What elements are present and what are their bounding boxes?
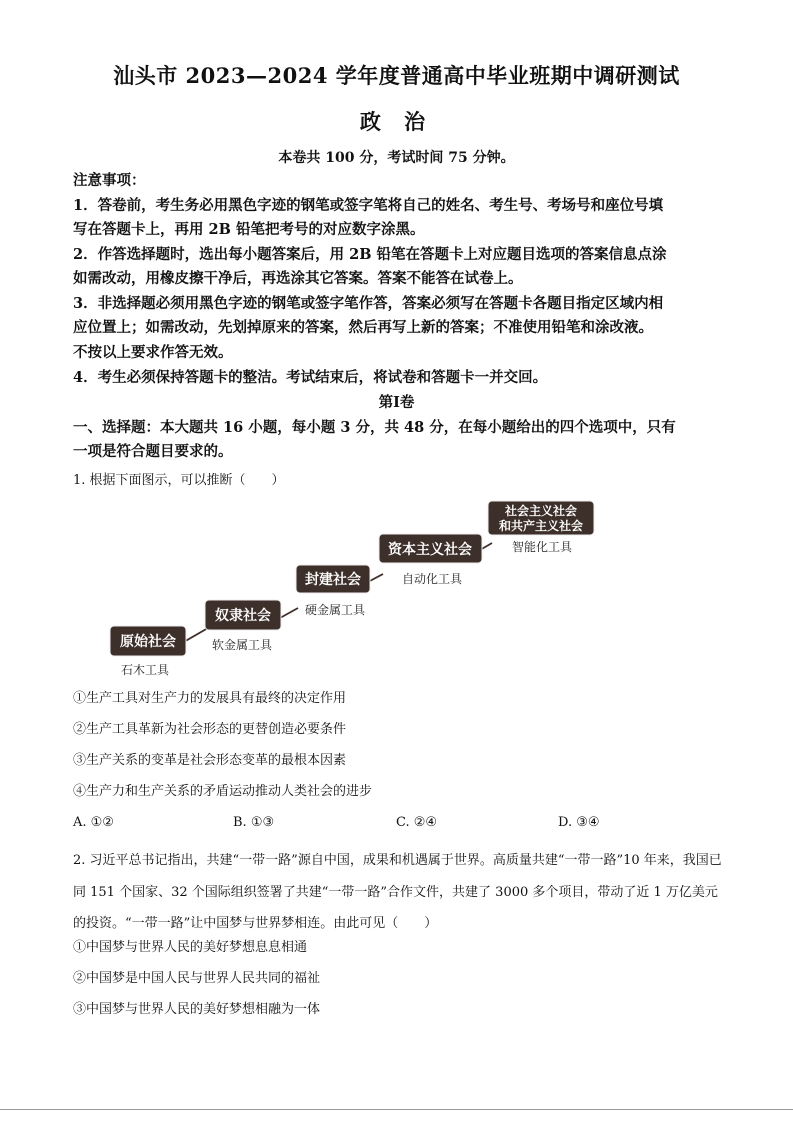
notice-line: 3．非选择题必须用黑色字迹的钢笔或签字笔作答，答案必须写在答题卡各题目指定区域内相 bbox=[73, 295, 664, 312]
society-label: 奴隶社会 bbox=[215, 608, 271, 624]
section-instruction: 一、选择题：本大题共 16 小题，每小题 3 分，共 48 分，在每小题给出的四个选项中，只有 bbox=[73, 419, 676, 436]
notice-line: 应位置上；如需改动，先划掉原来的答案，然后再写上新的答案；不准使用铅笔和涂改液。 bbox=[73, 319, 653, 336]
notice-line: 4．考生必须保持答题卡的整洁。考试结束后，将试卷和答题卡一并交回。 bbox=[73, 369, 548, 386]
tool-label: 硬金属工具 bbox=[304, 603, 366, 617]
statement: ③生产关系的变革是社会形态变革的最根本因素 bbox=[73, 753, 347, 768]
society-label: 资本主义社会 bbox=[388, 542, 472, 558]
stage-socialist bbox=[488, 501, 594, 554]
option-a: A. ①② bbox=[73, 815, 114, 830]
society-label: 社会主义社会 bbox=[504, 504, 578, 518]
notice-line: 写在答题卡上，再用 2B 铅笔把考号的对应数字涂黑。 bbox=[73, 221, 425, 238]
statement: ③中国梦与世界人民的美好梦想相融为一体 bbox=[73, 1002, 321, 1017]
tool-label: 软金属工具 bbox=[211, 638, 273, 652]
exam-info: 本卷共 100 分，考试时间 75 分钟。 bbox=[278, 150, 515, 166]
society-label: 原始社会 bbox=[120, 634, 176, 650]
stage-primitive bbox=[110, 626, 186, 677]
stage-capitalist bbox=[379, 534, 482, 586]
tool-label: 石木工具 bbox=[120, 663, 170, 677]
statement: ①生产工具对生产力的发展具有最终的决定作用 bbox=[73, 691, 347, 706]
option-b: B. ①③ bbox=[233, 815, 275, 830]
section-instruction: 一项是符合题目要求的。 bbox=[73, 443, 233, 460]
tool-label: 智能化工具 bbox=[511, 540, 573, 554]
subject-title: 政 治 bbox=[359, 109, 434, 134]
statement: ②中国梦是中国人民与世界人民共同的福祉 bbox=[73, 971, 321, 986]
page-bottom-divider bbox=[0, 1109, 793, 1110]
notice-line: 2．作答选择题时，选出每小题答案后，用 2B 铅笔在答题卡上对应题目选项的答案信息点涂 bbox=[73, 246, 667, 263]
stage-slavery bbox=[205, 600, 281, 652]
question-1-stem: 1. 根据下面图示，可以推断（ ） bbox=[73, 473, 285, 488]
notice-line: 如需改动，用橡皮擦干净后，再选涂其它答案。答案不能答在试卷上。 bbox=[73, 270, 523, 287]
notice-line: 不按以上要求作答无效。 bbox=[73, 344, 233, 361]
page-title: 汕头市 2023—2024 学年度普通高中毕业班期中调研测试 bbox=[113, 63, 680, 88]
statement: ①中国梦与世界人民的美好梦想息息相通 bbox=[73, 940, 308, 955]
statement: ②生产工具革新为社会形态的更替创造必要条件 bbox=[73, 722, 347, 737]
volume-heading: 第Ⅰ卷 bbox=[378, 394, 415, 411]
society-label: 和共产主义社会 bbox=[498, 519, 584, 533]
option-d: D. ③④ bbox=[558, 815, 600, 830]
stage-feudal bbox=[296, 565, 370, 617]
notice-heading: 注意事项： bbox=[73, 172, 146, 189]
notice-line: 1．答卷前，考生务必用黑色字迹的钢笔或签字笔将自己的姓名、考生号、考场号和座位号填 bbox=[73, 197, 664, 214]
question-2-stem: 2. 习近平总书记指出，共建“一带一路”源自中国，成果和机遇属于世界。高质量共建“一带一路”10 年来，我国已同 151 个国家、32 个国际组织签署了共建“一带一路”合作文件，共建了 3000 多个项目，带动了近 1 万亿美元的投资。“一带一路”让中国梦与世界梦相连。由此可见（ ） bbox=[73, 853, 722, 931]
statement: ④生产力和生产关系的矛盾运动推动人类社会的进步 bbox=[73, 784, 373, 799]
option-c: C. ②④ bbox=[396, 815, 438, 830]
social-forms-diagram bbox=[100, 498, 610, 686]
tool-label: 自动化工具 bbox=[401, 572, 463, 586]
society-label: 封建社会 bbox=[305, 572, 361, 588]
